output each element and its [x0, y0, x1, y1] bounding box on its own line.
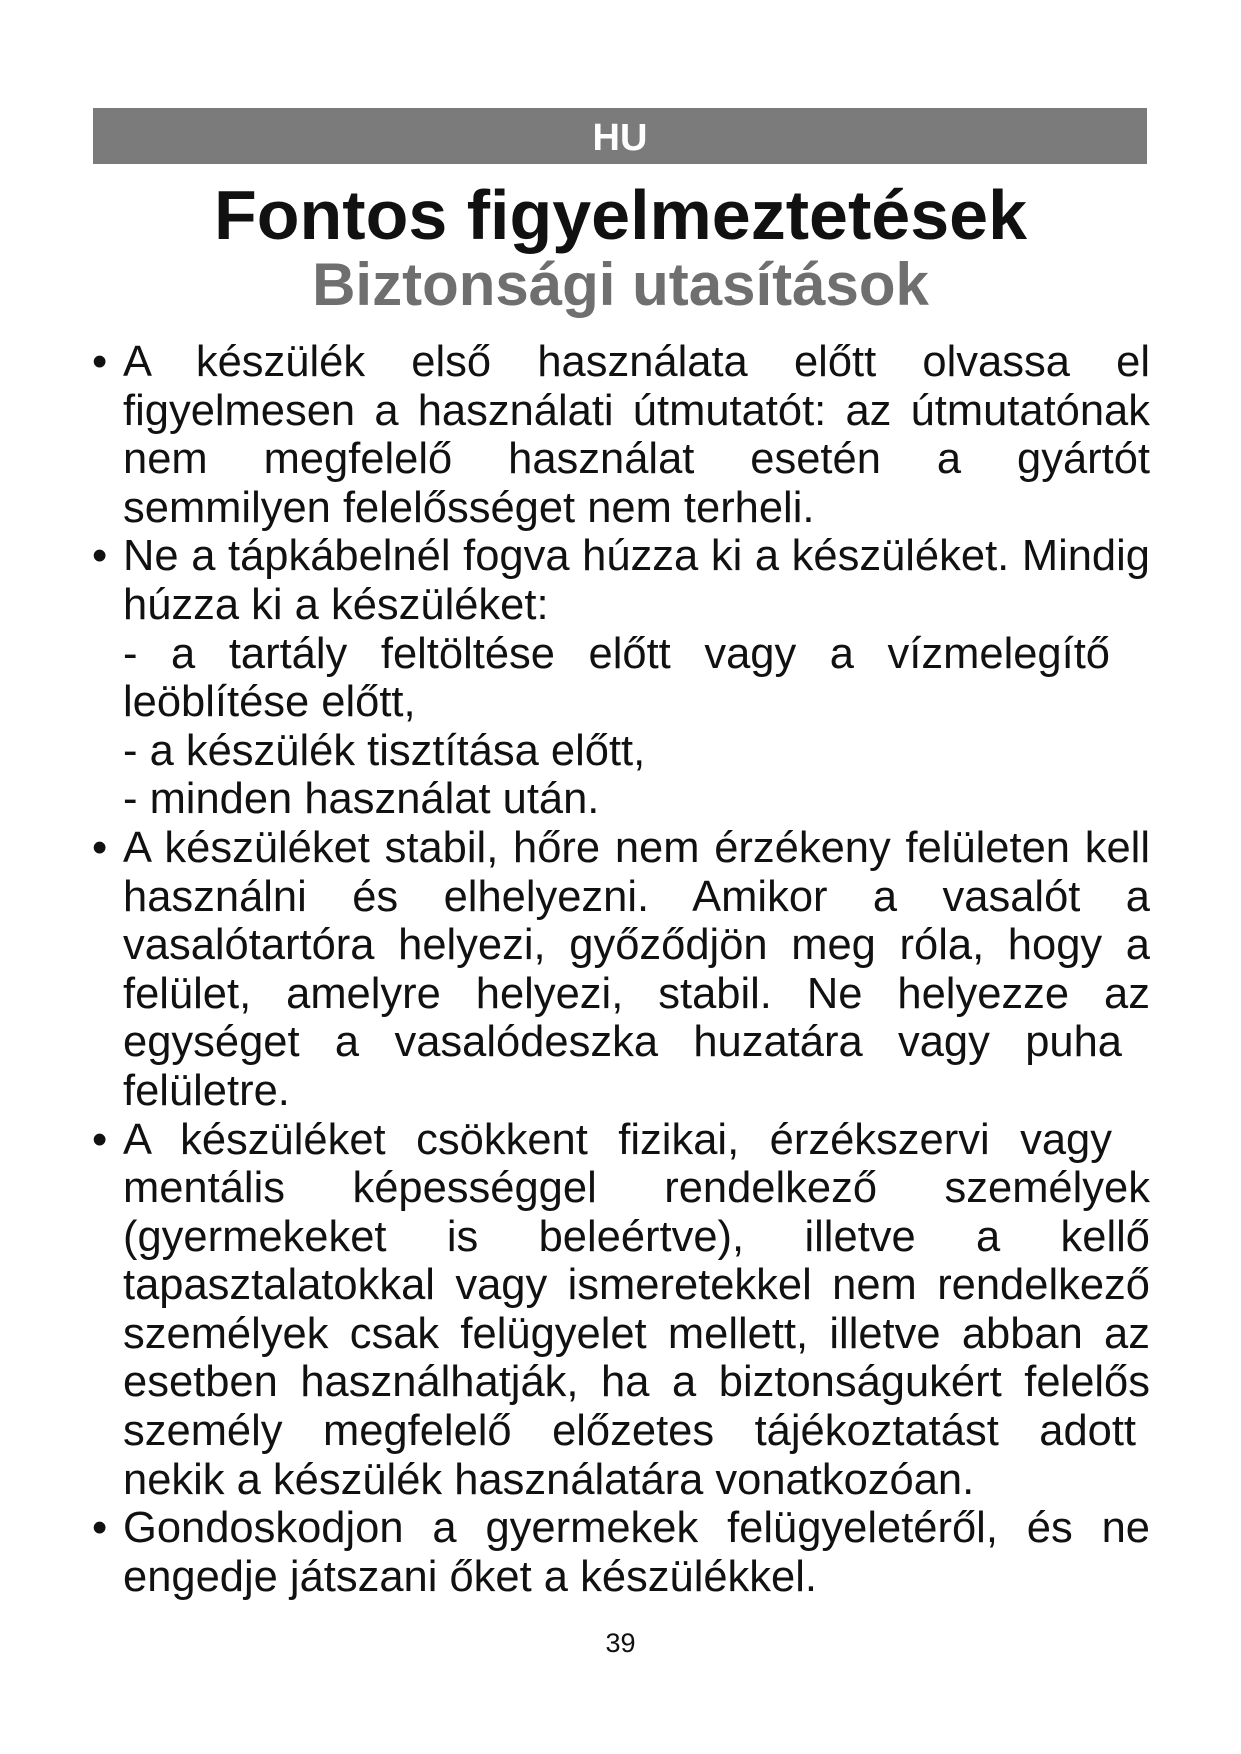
page-title: Fontos figyelmeztetések	[214, 176, 1027, 254]
sub-item-text: - minden használat után.	[123, 775, 600, 824]
list-item	[88, 1504, 1150, 1601]
item-text: nekik a készülék használatára vonatkozóan.	[123, 1455, 975, 1504]
list-item	[88, 338, 1150, 532]
item-text: mentális képességgel rendelkező személyek (gyermekeket is beleértve), illetve a kellő tapasztalatokkal vagy ismeretekkel nem rendelkező személyek csak felügyelet mellett, illetve abban az esetben használhatják, ha a biztonságukért felelős	[123, 1164, 1150, 1407]
list-item	[88, 1116, 1150, 1505]
item-text: A készülék első használata előtt olvassa el figyelmesen a használati útmutatót: az útmutatónak nem megfelelő használat esetén a gyártót semmilyen felelősséget nem terheli.	[123, 338, 1150, 532]
page-subtitle: Biztonsági utasítások	[312, 251, 929, 318]
bullet-icon: •	[92, 532, 108, 581]
list-item	[88, 824, 1150, 1116]
item-text: felületre.	[123, 1066, 290, 1115]
item-text: személy megfelelő előzetes tájékoztatást adott	[123, 1407, 1136, 1456]
item-text: egységet a vasalódeszka huzatára vagy puha	[123, 1018, 1122, 1067]
safety-instructions-list	[88, 338, 1150, 1601]
list-item	[88, 532, 1150, 824]
sub-item-text: - a tartály feltöltése előtt vagy a vízmelegítő	[123, 629, 1110, 678]
item-text: A készüléket stabil, hőre nem érzékeny felületen kell használni és elhelyezni. Amikor a vasalót a vasalótartóra helyezi, győződjön meg róla, hogy a felület, amelyre helyezi, stabil. Ne helyezze az	[123, 823, 1150, 1018]
item-intro: Ne a tápkábelnél fogva húzza ki a készüléket. Mindig húzza ki a készüléket:	[123, 532, 1150, 629]
bullet-icon: •	[92, 1115, 108, 1164]
language-header-bar: HU	[93, 108, 1147, 164]
page-number: 39	[605, 1628, 636, 1658]
bullet-icon: •	[92, 823, 108, 872]
item-text: Gondoskodjon a gyermekek felügyeletéről, és ne engedje játszani őket a készülékkel.	[123, 1504, 1150, 1601]
sub-item-text: - a készülék tisztítása előtt,	[123, 726, 646, 775]
sub-item-text: leöblítése előtt,	[123, 678, 416, 727]
bullet-icon: •	[92, 1504, 108, 1553]
item-text: A készüléket csökkent fizikai, érzékszervi vagy	[123, 1115, 1112, 1164]
bullet-icon: •	[92, 338, 108, 386]
